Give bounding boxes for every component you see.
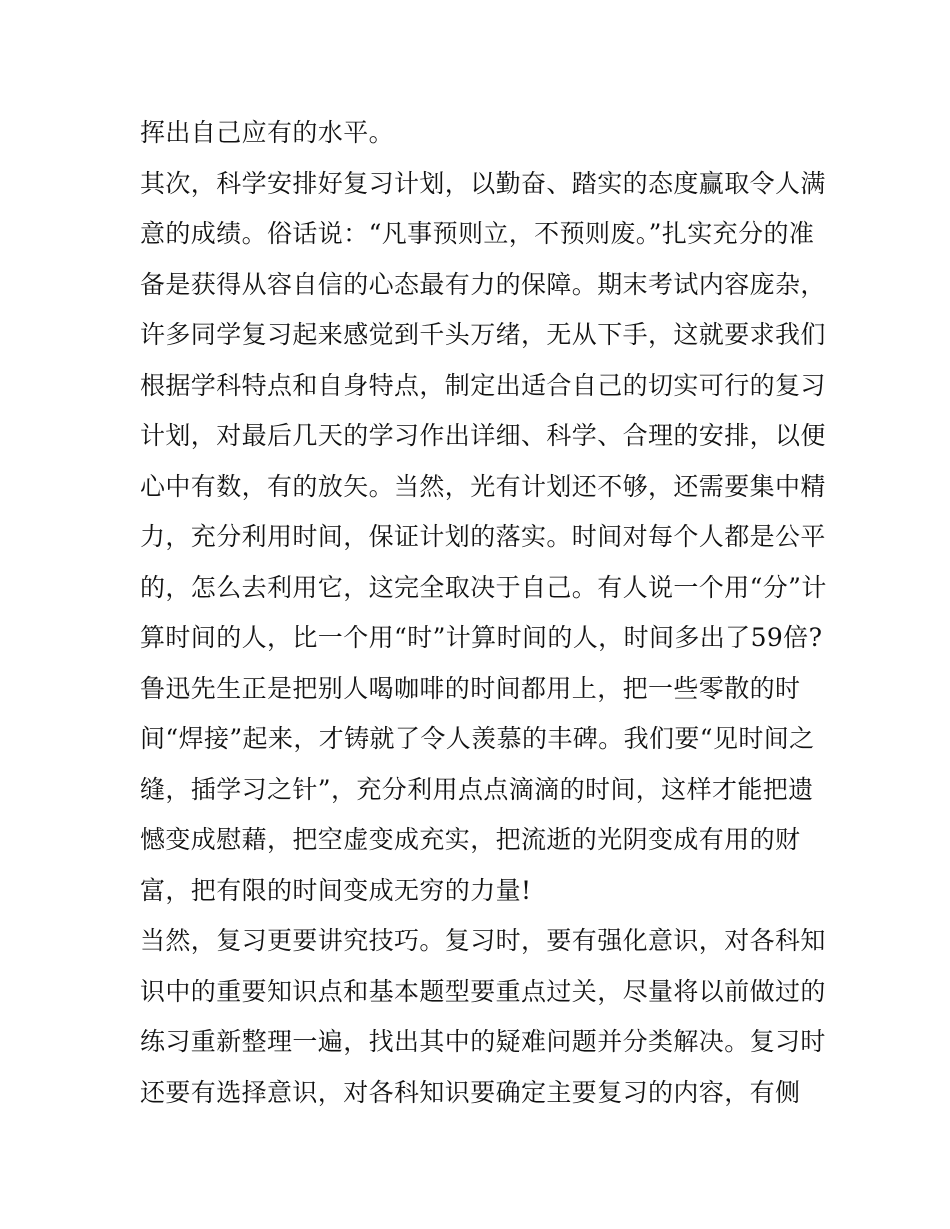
text-line: 识中的重要知识点和基本题型要重点过关，尽量将以前做过的 bbox=[140, 976, 826, 1006]
text-line: 富，把有限的时间变成无穷的力量! bbox=[140, 875, 532, 905]
text-line: 备是获得从容自信的心态最有力的保障。期末考试内容庞杂， bbox=[140, 269, 826, 299]
text-line: 当然，复习更要讲究技巧。复习时，要有强化意识，对各科知 bbox=[140, 926, 826, 955]
text-line: 意的成绩。俗话说：“凡事预则立，不预则废。”扎实充分的准 bbox=[140, 219, 815, 248]
text-line: 力，充分利用时间，保证计划的落实。时间对每个人都是公平 bbox=[140, 522, 826, 551]
text-line: 的，怎么去利用它，这完全取决于自己。有人说一个用“分”计 bbox=[140, 572, 827, 602]
body-text bbox=[140, 108, 830, 1118]
text-line: 还要有选择意识，对各科知识要确定主要复习的内容，有侧 bbox=[140, 1077, 801, 1107]
text-line: 根据学科特点和自身特点，制定出适合自己的切实可行的复习 bbox=[140, 370, 826, 400]
text-line: 心中有数，有的放矢。当然，光有计划还不够，还需要集中精 bbox=[140, 471, 826, 501]
text-line: 算时间的人，比一个用“时”计算时间的人，时间多出了59倍? bbox=[140, 623, 823, 652]
text-line: 憾变成慰藉，把空虚变成充实，把流逝的光阴变成有用的财 bbox=[140, 825, 801, 854]
text-line: 缝，插学习之针”，充分利用点点滴滴的时间，这样才能把遗 bbox=[140, 774, 814, 804]
text-line: 鲁迅先生正是把别人喝咖啡的时间都用上，把一些零散的时 bbox=[140, 673, 801, 703]
text-line: 间“焊接”起来，才铸就了令人羡慕的丰碑。我们要“见时间之 bbox=[140, 724, 815, 753]
text-line: 其次，科学安排好复习计划，以勤奋、踏实的态度赢取令人满 bbox=[140, 168, 826, 198]
text-line: 计划，对最后几天的学习作出详细、科学、合理的安排，以便 bbox=[140, 421, 826, 450]
text-line: 练习重新整理一遍，找出其中的疑难问题并分类解决。复习时 bbox=[140, 1027, 826, 1056]
text-line: 许多同学复习起来感觉到千头万绪，无从下手，这就要求我们 bbox=[140, 320, 826, 349]
text-line: 挥出自己应有的水平。 bbox=[140, 118, 395, 147]
